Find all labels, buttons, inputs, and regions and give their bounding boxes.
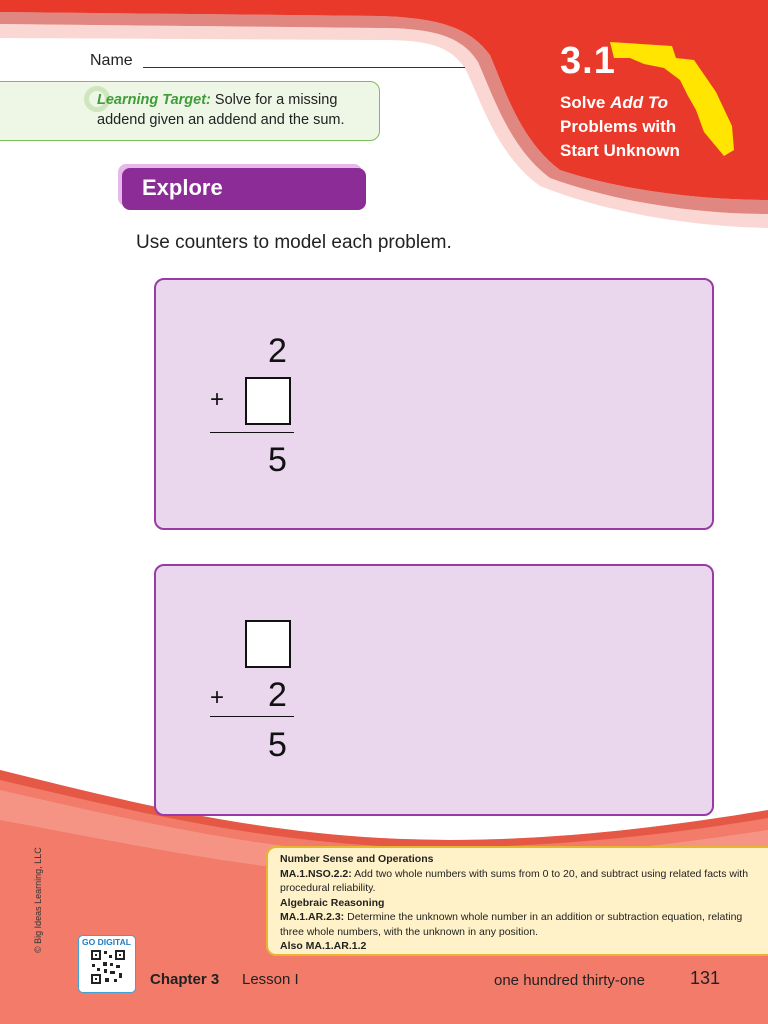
name-label: Name [90, 52, 133, 69]
lesson-title [560, 91, 760, 163]
standards-heading-1: Number Sense and Operations [280, 853, 434, 865]
standards-box [266, 846, 768, 956]
standard-1-code: MA.1.NSO.2.2: [280, 867, 352, 880]
problem-2-sum: 5 [268, 726, 287, 764]
copyright-notice: © Big Ideas Learning, LLC [33, 847, 43, 953]
name-write-line[interactable] [143, 67, 465, 68]
lesson-number: 3.1 [560, 40, 616, 82]
page-number-words: one hundred thirty-one [494, 972, 645, 989]
lesson-title-emphasis: Add To [610, 93, 668, 112]
problem-2-sum-line [210, 716, 294, 717]
problem-box-1[interactable] [154, 278, 714, 530]
standard-1 [280, 867, 762, 896]
standard-1-text: Add two whole numbers with sums from 0 to 20, and subtract using related facts with procedural reliability. [280, 867, 749, 894]
problem-1-answer-box[interactable] [245, 377, 291, 425]
lesson-title-prefix: Solve [560, 93, 611, 112]
problem-1-top-addend: 2 [268, 332, 287, 370]
chapter-label: Chapter 3 [150, 971, 220, 988]
lesson-title-line3: Start Unknown [560, 141, 680, 160]
lesson-label: Lesson I [242, 971, 299, 988]
standard-2 [280, 910, 762, 939]
lesson-title-line2: Problems with [560, 117, 677, 136]
learning-target-text [97, 90, 379, 130]
problem-2-bottom-addend: 2 [268, 676, 287, 714]
standard-2-text: Determine the unknown whole number in an addition or subtraction equation, relating three whole numbers, with the unknown in any position. [280, 911, 743, 938]
standard-2-code: MA.1.AR.2.3: [280, 911, 345, 923]
page-number: 131 [690, 968, 721, 988]
standards-also: Also MA.1.AR.1.2 [280, 940, 367, 952]
problem-box-2[interactable] [154, 564, 714, 816]
problem-1-sum-line [210, 432, 294, 433]
qr-code-icon[interactable] [90, 949, 126, 985]
learning-target-body: Solve for a missing addend given an addend and the sum. [97, 92, 345, 128]
standards-heading-2: Algebraic Reasoning [280, 896, 385, 909]
problem-1-sum: 5 [268, 441, 287, 479]
learning-target-label: Learning Target: [97, 92, 211, 108]
instruction-text: Use counters to model each problem. [136, 232, 452, 253]
problem-2-plus-sign: + [210, 684, 225, 711]
explore-label: Explore [142, 175, 223, 200]
go-digital-label: GO DIGITAL [82, 937, 131, 947]
problem-2-answer-box[interactable] [245, 620, 291, 668]
problem-1-plus-sign: + [210, 386, 225, 413]
